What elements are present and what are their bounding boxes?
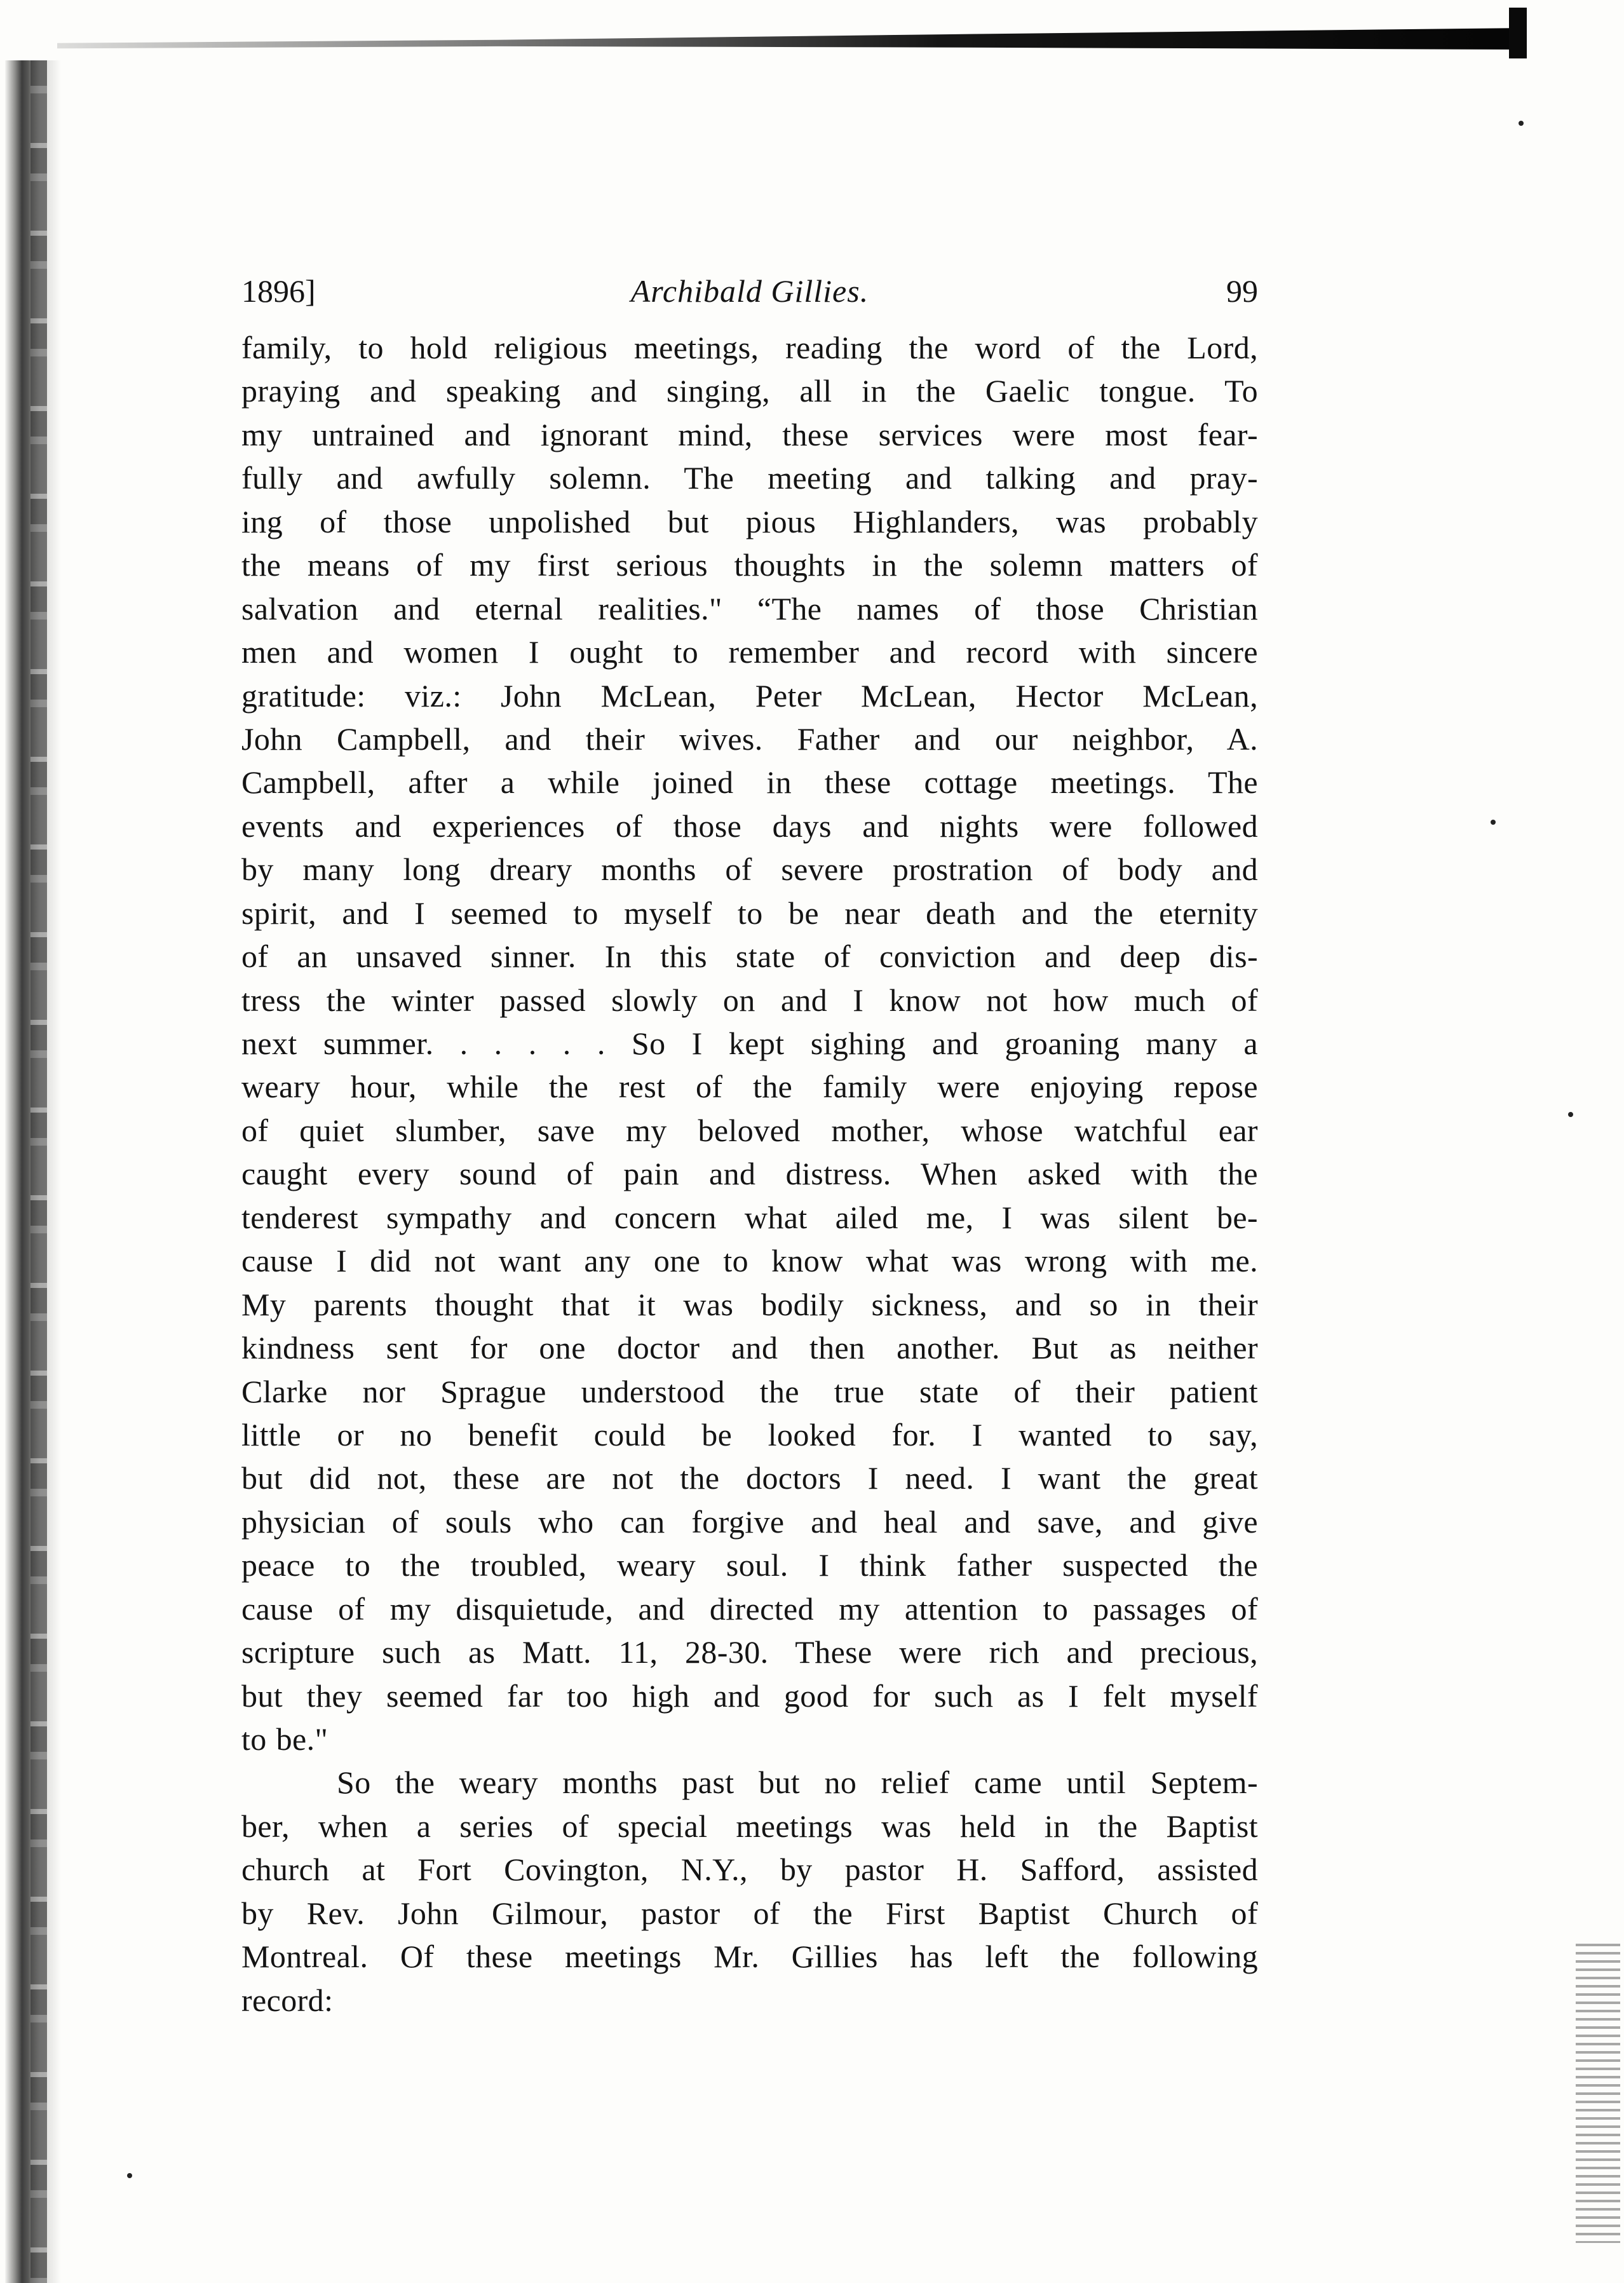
text-line: family, to hold religious meetings, reading the word of the Lord, <box>241 330 1258 365</box>
text-line: next summer. . . . . . So I kept sighing and groaning many a <box>241 1026 1258 1061</box>
text-line: to be." <box>241 1721 328 1757</box>
text-line: events and experiences of those days and nights were followed <box>241 808 1258 844</box>
text-line: by many long dreary months of severe prostration of body and <box>241 851 1258 888</box>
text-line: ber, when a series of special meetings was held in the Baptist <box>241 1808 1258 1844</box>
running-head-year: 1896] <box>241 273 316 309</box>
scan-speck <box>127 2173 132 2178</box>
text-line: church at Fort Covington, N.Y., by pastor H. Safford, assisted <box>241 1852 1258 1888</box>
text-line: peace to the troubled, weary soul. I think father suspected the <box>241 1547 1258 1583</box>
scan-speck <box>1491 820 1496 825</box>
text-line: gratitude: viz.: John McLean, Peter McLean, Hector McLean, <box>241 677 1258 714</box>
scan-top-edge-shadow <box>57 28 1525 50</box>
text-line: physician of souls who can forgive and heal and save, and give <box>241 1503 1258 1540</box>
text-line: weary hour, while the rest of the family were enjoying repose <box>241 1069 1258 1105</box>
text-line: Clarke nor Sprague understood the true state of their patient <box>241 1373 1258 1409</box>
text-line: caught every sound of pain and distress. When asked with the <box>241 1156 1258 1192</box>
text-line: by Rev. John Gilmour, pastor of the First Baptist Church of <box>241 1895 1258 1931</box>
scan-speck <box>1519 121 1524 126</box>
text-line: tress the winter passed slowly on and I know not how much of <box>241 982 1258 1018</box>
text-line: So the weary months past but no relief came until Septem- <box>337 1765 1258 1801</box>
running-head-title: Archibald Gillies. <box>630 273 869 309</box>
scan-binding-edge <box>5 60 61 2283</box>
running-head <box>241 266 1258 316</box>
text-line: scripture such as Matt. 11, 28-30. These were rich and precious, <box>241 1634 1258 1670</box>
text-line: Montreal. Of these meetings Mr. Gillies has left the following <box>241 1939 1258 1975</box>
text-line: but did not, these are not the doctors I need. I want the great <box>241 1460 1258 1496</box>
text-line: men and women I ought to remember and record with sincere <box>241 634 1258 670</box>
text-line: my untrained and ignorant mind, these services were most fear- <box>241 416 1258 452</box>
scan-right-edge-specks <box>1576 1938 1620 2243</box>
scan-top-corner-mark <box>1509 8 1527 58</box>
text-line: fully and awfully solemn. The meeting and talking and pray- <box>241 460 1258 496</box>
text-line: of an unsaved sinner. In this state of conviction and deep dis- <box>241 938 1258 975</box>
text-line: cause of my disquietude, and directed my attention to passages of <box>241 1590 1258 1627</box>
text-line: but they seemed far too high and good for such as I felt myself <box>241 1677 1258 1714</box>
text-line: kindness sent for one doctor and then another. But as neither <box>241 1330 1258 1366</box>
text-line: spirit, and I seemed to myself to be near death and the eternity <box>241 895 1258 931</box>
text-line: salvation and eternal realities." “The names of those Christian <box>241 590 1258 627</box>
text-line: ing of those unpolished but pious Highlanders, was probably <box>241 503 1258 539</box>
text-line: praying and speaking and singing, all in the Gaelic tongue. To <box>241 373 1258 409</box>
body-text <box>241 326 1258 2022</box>
text-line: Campbell, after a while joined in these cottage meetings. The <box>241 764 1258 801</box>
text-line: My parents thought that it was bodily sickness, and so in their <box>241 1286 1258 1322</box>
text-line: tenderest sympathy and concern what ailed me, I was silent be- <box>241 1199 1258 1235</box>
scan-speck <box>1568 1112 1573 1117</box>
text-line: the means of my first serious thoughts in the solemn matters of <box>241 547 1258 583</box>
text-line: John Campbell, and their wives. Father and our neighbor, A. <box>241 721 1258 757</box>
text-line: record: <box>241 1982 334 2018</box>
text-line: cause I did not want any one to know what was wrong with me. <box>241 1243 1258 1279</box>
scan-binding-edge-texture <box>30 60 47 2283</box>
text-line: of quiet slumber, save my beloved mother, whose watchful ear <box>241 1112 1258 1148</box>
text-line: little or no benefit could be looked for. I wanted to say, <box>241 1416 1258 1453</box>
page-number: 99 <box>1226 273 1258 309</box>
